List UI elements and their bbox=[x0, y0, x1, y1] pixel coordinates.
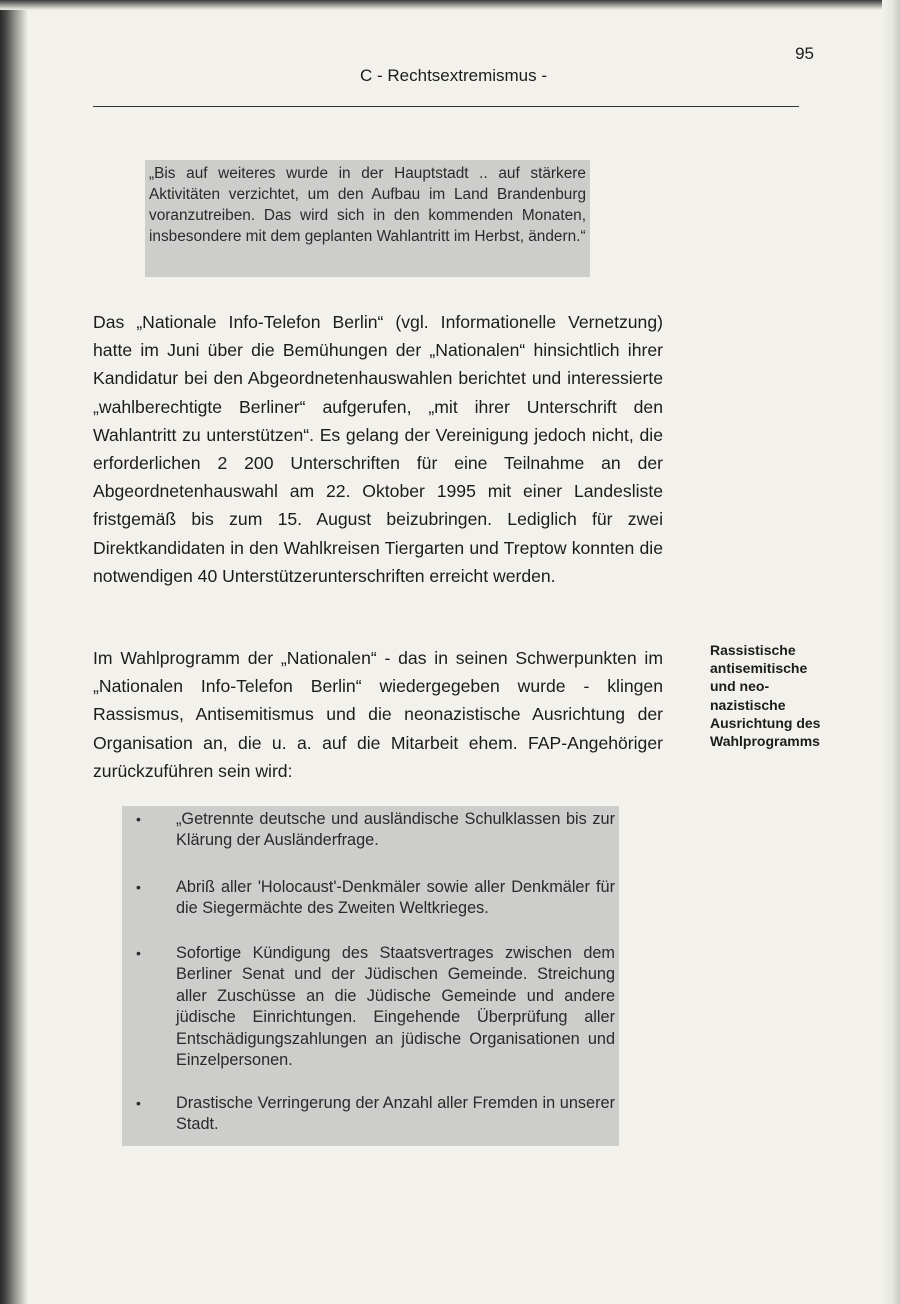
list-item-text: Abriß aller 'Holocaust'-Denkmäler sowie aller Denkmäler für die Siegermächte des Zweiten Weltkrieges. bbox=[176, 878, 615, 918]
bullet-icon: • bbox=[136, 811, 141, 827]
page-top-edge bbox=[0, 0, 900, 10]
list-item-text: Drastische Verringerung der Anzahl aller Fremden in unserer Stadt. bbox=[176, 1094, 615, 1134]
program-list bbox=[122, 806, 619, 1146]
quote-box bbox=[145, 160, 590, 277]
body-paragraph-2: Im Wahlprogramm der „Nationalen“ - das in seinen Schwerpunkten im „Nationalen Info-Telefon Berlin“ wiedergegeben wurde - klingen Rassismus, Antisemitismus und die neonazistische Ausrichtung der Organisation an, die u. a. auf die Mitarbeit ehem. FAP-Angehöriger zurückzuführen sein wird: bbox=[93, 648, 663, 781]
running-head: C - Rechtsextremismus - bbox=[360, 66, 548, 85]
page-number: 95 bbox=[795, 44, 814, 63]
list-item bbox=[122, 809, 619, 852]
list-item bbox=[122, 877, 619, 920]
header-rule bbox=[93, 106, 799, 107]
list-item bbox=[122, 1093, 619, 1136]
page-right-edge bbox=[882, 0, 900, 1304]
quote-text: „Bis auf weiteres wurde in der Hauptstadt .. auf stärkere Aktivitäten verzichtet, um den Aufbau im Land Brandenburg voranzutreiben. Das wird sich in den kommenden Monaten, insbesondere mit dem geplanten Wahlantritt im Herbst, ändern.“ bbox=[149, 165, 586, 245]
bullet-icon: • bbox=[136, 945, 141, 961]
bullet-icon: • bbox=[136, 879, 141, 895]
list-item-text: Sofortige Kündigung des Staatsvertrages zwischen dem Berliner Senat und der Jüdischen Gemeinde. Streichung aller Zuschüsse an die Jüdische Gemeinde und andere jüdische Einrichtungen. Eingehende Überprüfung aller Entschädigungszahlungen an jüdische Organisationen und Einzelpersonen. bbox=[176, 944, 615, 1070]
margin-note: Rassistische antisemitische und neonazistische Ausrichtung des Wahlprogramms bbox=[710, 642, 821, 750]
body-paragraph-1: Das „Nationale Info-Telefon Berlin“ (vgl. Informationelle Vernetzung) hatte im Juni über die Bemühungen der „Nationalen“ hinsichtlich ihrer Kandidatur bei den Abgeordnetenhauswahlen berichtet und interessierte „wahlberechtigte Berliner“ aufgerufen, „mit ihrer Unterschrift den Wahlantritt zu unterstützen“. Es gelang der Vereinigung jedoch nicht, die erforderlichen 2 200 Unterschriften für eine Teilnahme an der Abgeordnetenhauswahl am 22. Oktober 1995 mit einer Landesliste fristgemäß bis zum 15. August beizubringen. Lediglich für zwei Direktkandidaten in den Wahlkreisen Tiergarten und Treptow konnten die notwendigen 40 Unterstützerunterschriften erreicht werden. bbox=[93, 312, 663, 586]
list-item bbox=[122, 943, 619, 1071]
list-item-text: „Getrennte deutsche und ausländische Schulklassen bis zur Klärung der Ausländerfrage. bbox=[176, 810, 615, 850]
bullet-icon: • bbox=[136, 1095, 141, 1111]
book-spine-shadow bbox=[0, 0, 28, 1304]
